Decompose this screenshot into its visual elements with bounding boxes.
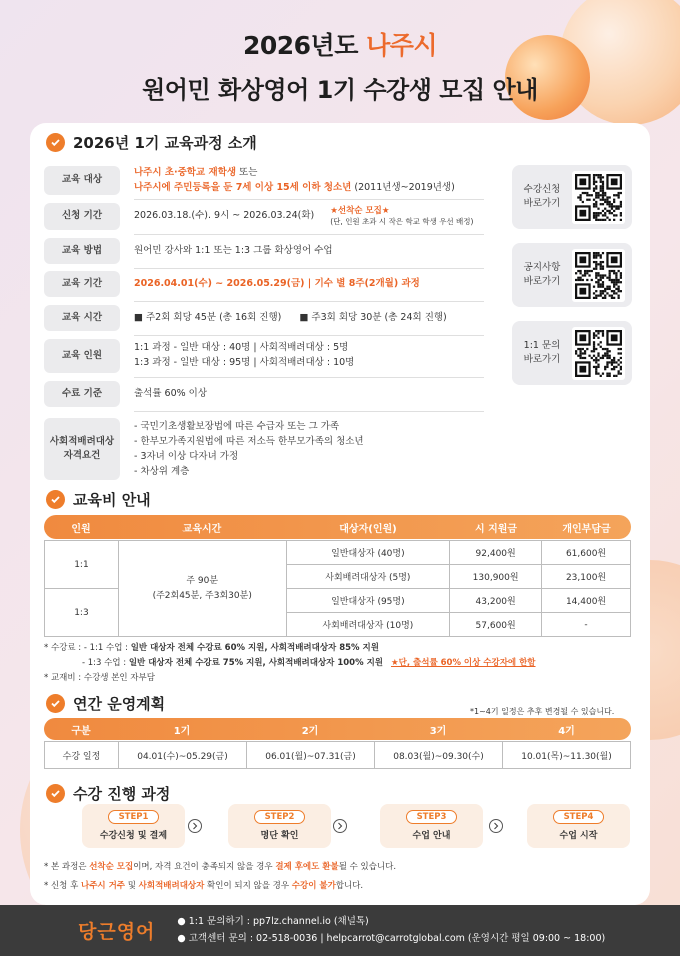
annual-header-cell: 1기 [173, 725, 191, 737]
qr-label-line: 1:1 문의 [523, 339, 561, 351]
eligibility-item: - 차상위 계층 [134, 466, 190, 478]
step-1 [82, 804, 185, 848]
fee-target-cell: 일반대상자 (40명) [286, 541, 450, 565]
info-value: 원어민 강사와 1:1 또는 1:3 그룹 화상영어 수업 [134, 244, 333, 256]
schedule-label: 수강 일정 [45, 742, 119, 768]
row-divider [134, 411, 484, 412]
step-text: 수강신청 및 결제 [99, 831, 168, 841]
fee-header-cell: 시 지원금 [474, 523, 518, 535]
step-text: 수업 시작 [559, 831, 598, 841]
info-value [134, 339, 354, 373]
fee-support-cell: 92,400원 [450, 541, 542, 565]
title-year: 2026년도 [242, 31, 367, 60]
section-title-curriculum [46, 132, 257, 153]
priority-note: (단, 인원 초과 시 작은 학교 학생 우선 배정) [330, 217, 474, 227]
row-divider [134, 377, 484, 378]
info-label [44, 418, 120, 480]
annual-header-cell: 2기 [301, 725, 319, 737]
step-badge: STEP3 [406, 810, 458, 824]
target-school: 나주시 초·중학교 재학생 [134, 166, 236, 178]
qr-label [512, 183, 572, 212]
capacity-1to3: 1:3 과정 - 일반 대상 : 95명 | 사회적배려대상 : 10명 [134, 357, 355, 368]
info-value [134, 418, 364, 480]
check-icon [46, 490, 65, 509]
process-note-eligibility [44, 879, 363, 891]
info-row-method [44, 238, 333, 264]
note-bold: 일반 대상자 전체 수강료 75% 지원, 사회적배려대상자 100% 지원 [128, 658, 383, 668]
page-header [0, 26, 680, 105]
note-part: 및 [125, 881, 139, 891]
schedule-date: 06.01(월)~07.31(금) [247, 742, 375, 768]
apply-badge-group [330, 206, 473, 228]
fee-time-line: (주2회45분, 주3회30분) [152, 590, 252, 601]
schedule-date: 08.03(월)~09.30(수) [375, 742, 503, 768]
info-label: 교육 대상 [44, 166, 120, 195]
row-divider [134, 234, 484, 235]
row-divider [134, 301, 484, 302]
step-3 [380, 804, 483, 848]
info-label: 신청 기간 [44, 203, 120, 230]
capacity-1to1: 1:1 과정 - 일반 대상 : 40명 | 사회적배려대상 : 5명 [134, 342, 349, 354]
row-divider [134, 335, 484, 336]
fee-target-cell: 사회배려대상자 (10명) [286, 613, 450, 637]
info-value: ■ 주2회 회당 45분 (총 16회 진행) ■ 주3회 회당 30분 (총 24회 진행) [134, 311, 447, 323]
info-value: 2026.04.01(수) ~ 2026.05.29(금) | 기수 별 8주(2개월) 과정 [134, 277, 420, 289]
note-accent: 결제 후에도 환불 [275, 862, 339, 872]
fee-support-cell: 130,900원 [450, 565, 542, 589]
qr-code-icon[interactable] [572, 327, 625, 380]
target-resident: 나주시에 주민등록을 둔 7세 이상 15세 이하 청소년 [134, 181, 352, 193]
fee-table [44, 540, 631, 637]
fee-personal-cell: 14,400원 [542, 589, 631, 613]
annual-schedule-row [44, 741, 631, 769]
fee-group-cell: 1:1 [45, 541, 119, 589]
fee-note-1to1 [44, 641, 379, 653]
label-line: 자격요건 [63, 450, 101, 461]
info-value: 출석률 60% 이상 [134, 387, 208, 399]
qr-label-line: 공지사항 [523, 261, 561, 273]
section-title-text: 수강 진행 과정 [73, 785, 171, 803]
fee-support-cell: 43,200원 [450, 589, 542, 613]
apply-period: 2026.03.18.(수). 9시 ~ 2026.03.24(화) [134, 210, 315, 222]
table-row [45, 541, 631, 565]
fee-note-1to3 [82, 656, 536, 668]
eligibility-item: - 한부모가족지원법에 따른 저소득 한부모가족의 청소년 [134, 435, 364, 447]
footer-contact [177, 914, 605, 946]
check-icon [46, 694, 65, 713]
info-row-duration [44, 271, 420, 297]
eligibility-item: - 3자녀 이상 다자녀 가정 [134, 451, 239, 462]
note-part: * 신청 후 [44, 881, 81, 891]
fee-personal-cell: - [542, 613, 631, 637]
chevron-right-icon [333, 819, 347, 833]
first-come-badge: ★선착순 모집★ [330, 205, 390, 216]
note-prefix: * 수강료 : - 1:1 수업 : [44, 643, 131, 653]
step-text: 명단 확인 [260, 831, 299, 841]
info-value [134, 203, 473, 230]
target-years: (2011년생~2019년생) [351, 181, 455, 193]
target-or: 또는 [236, 166, 258, 178]
qr-inquiry[interactable] [512, 321, 632, 385]
note-prefix: - 1:3 수업 : [82, 658, 129, 668]
row-divider [134, 199, 484, 200]
info-row-eligibility [44, 418, 364, 480]
fee-time-line: 주 90분 [186, 576, 219, 587]
qr-code-icon[interactable] [572, 249, 625, 302]
section-title-text: 2026년 1기 교육과정 소개 [73, 134, 257, 152]
fee-personal-cell: 61,600원 [542, 541, 631, 565]
process-note-refund [44, 860, 396, 872]
section-title-text: 교육비 안내 [73, 491, 151, 509]
info-row-capacity [44, 339, 355, 373]
step-4 [527, 804, 630, 848]
note-accent: 사회적배려대상자 [138, 881, 205, 891]
page-title [0, 26, 680, 62]
attendance-condition: ★단, 출석률 60% 이상 수강자에 한함 [391, 658, 536, 668]
note-accent: 선착순 모집 [89, 862, 134, 872]
label-line: 사회적배려대상 [49, 435, 115, 447]
info-label: 교육 방법 [44, 238, 120, 264]
footer-support[interactable]: ● 고객센터 문의 : 02-518-0036 | helpcarrot@carrotglobal.com (운영시간 평일 09:00 ~ 18:00) [177, 932, 606, 944]
section-title-annual [46, 693, 165, 714]
qr-label [512, 339, 572, 368]
title-city: 나주시 [366, 31, 438, 60]
fee-header-cell: 대상자(인원) [339, 523, 397, 535]
info-row-completion [44, 381, 208, 407]
schedule-date: 04.01(수)~05.29(금) [119, 742, 247, 768]
fee-note-textbook: * 교재비 : 수강생 본인 자부담 [44, 673, 155, 683]
info-row-time [44, 305, 447, 331]
fee-support-cell: 57,600원 [450, 613, 542, 637]
qr-apply[interactable] [512, 165, 632, 229]
step-2 [228, 804, 331, 848]
annual-table-header [44, 718, 631, 740]
info-row-target [44, 166, 455, 195]
fee-header-cell: 개인부담금 [562, 523, 611, 535]
info-label: 교육 인원 [44, 339, 120, 373]
qr-label-line: 수강신청 [523, 183, 561, 195]
info-label: 수료 기준 [44, 381, 120, 407]
info-value [134, 166, 455, 195]
note-part: 될 수 있습니다. [338, 862, 397, 872]
section-title-process [46, 783, 170, 804]
fee-header-cell: 인원 [71, 523, 91, 535]
schedule-date: 10.01(목)~11.30(월) [521, 751, 612, 762]
qr-label-line: 바로가기 [523, 276, 561, 287]
brand-logo: 당근영어 [78, 921, 156, 943]
info-row-period [44, 203, 474, 230]
fee-table-header [44, 515, 631, 539]
chevron-right-icon [188, 819, 202, 833]
annual-note: *1~4기 일정은 추후 변경될 수 있습니다. [470, 707, 615, 716]
fee-header-cell: 교육시간 [182, 523, 222, 535]
fee-time-cell [118, 541, 286, 637]
page-subtitle: 원어민 화상영어 1기 수강생 모집 안내 [142, 76, 538, 104]
footer-chat-link[interactable]: ● 1:1 문의하기 : pp7lz.channel.io (채널톡) [177, 916, 369, 928]
qr-label-line: 바로가기 [523, 354, 561, 365]
step-badge: STEP4 [553, 810, 605, 824]
chevron-right-icon [489, 819, 503, 833]
info-label: 교육 기간 [44, 271, 120, 297]
content-card [30, 123, 650, 905]
annual-header-cell: 구분 [71, 725, 91, 737]
fee-group-cell: 1:3 [45, 589, 119, 637]
step-text: 수업 안내 [412, 831, 451, 841]
fee-target-cell: 일반대상자 (95명) [286, 589, 450, 613]
section-title-text: 연간 운영계획 [73, 695, 166, 713]
row-divider [134, 268, 484, 269]
qr-label [512, 261, 572, 290]
check-icon [46, 133, 65, 152]
note-accent: 나주시 거주 [81, 881, 126, 891]
note-part: 합니다. [335, 881, 364, 891]
note-part: * 본 과정은 [44, 862, 90, 872]
annual-header-cell: 4기 [558, 725, 575, 737]
note-part: 확인이 되지 않을 경우 [204, 881, 292, 891]
fee-target-cell: 사회배려대상자 (5명) [286, 565, 450, 589]
step-badge: STEP2 [254, 810, 306, 824]
section-title-fees [46, 489, 151, 510]
step-badge: STEP1 [108, 810, 160, 824]
fee-personal-cell: 23,100원 [542, 565, 631, 589]
eligibility-item: - 국민기초생활보장법에 따른 수급자 또는 그 가족 [134, 420, 340, 432]
info-label: 교육 시간 [44, 305, 120, 331]
annual-header-cell: 3기 [429, 725, 447, 737]
check-icon [46, 784, 65, 803]
qr-label-line: 바로가기 [523, 198, 561, 209]
note-accent: 수강이 불가 [291, 881, 336, 891]
footer [0, 905, 680, 956]
qr-notice[interactable] [512, 243, 632, 307]
qr-code-icon[interactable] [572, 171, 625, 224]
note-bold: 일반 대상자 전체 수강료 60% 지원, 사회적배려대상자 85% 지원 [130, 643, 379, 653]
note-part: 이며, 자격 요건이 충족되지 않을 경우 [133, 862, 276, 872]
